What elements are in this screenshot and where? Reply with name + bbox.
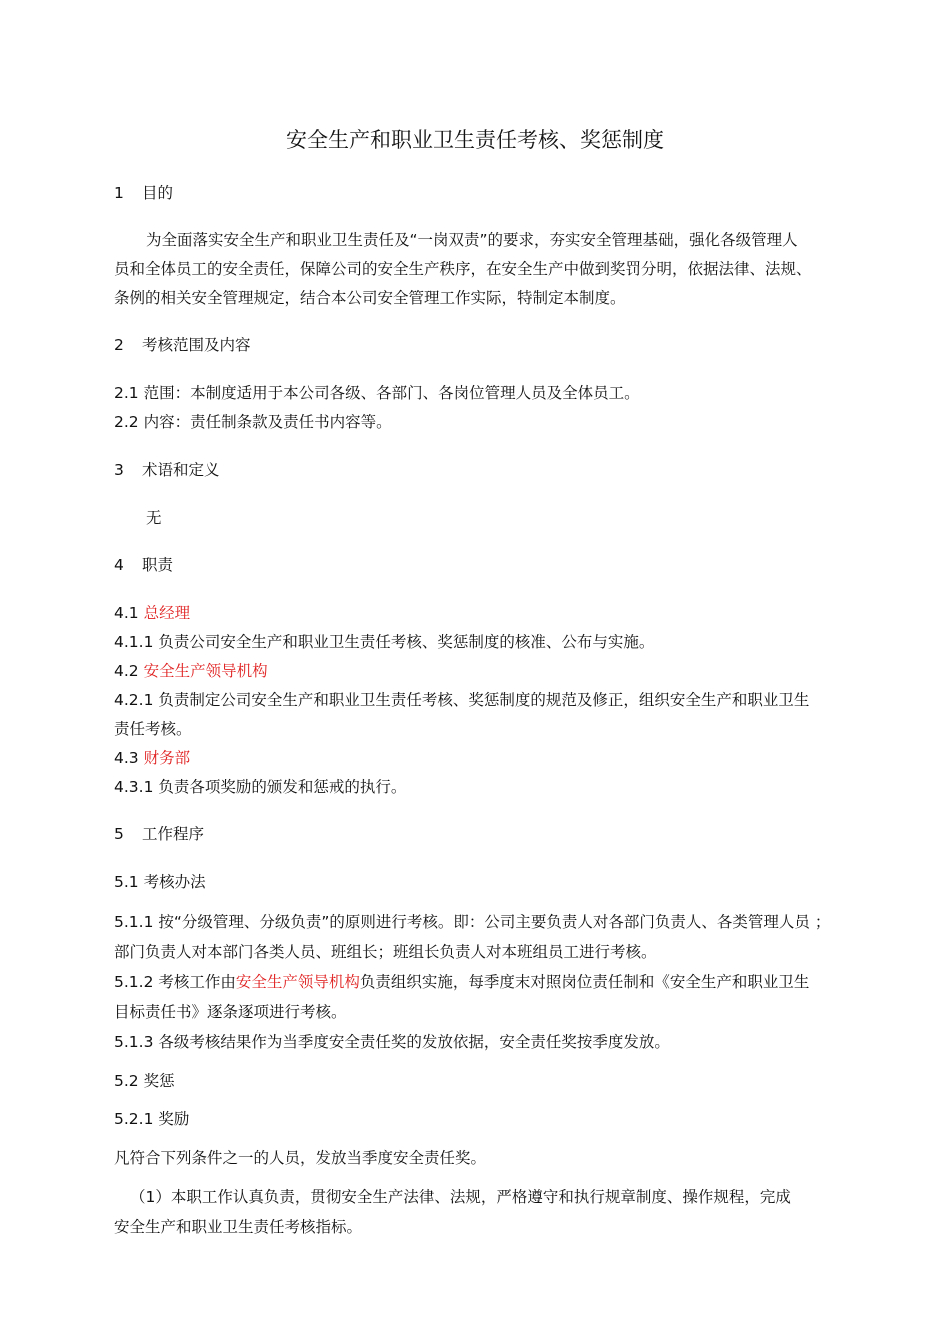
clause-4-1 xyxy=(114,603,190,623)
clause-4-1-1: 4.1.1 负责公司安全生产和职业卫生责任考核、奖惩制度的核准、公布与实施。 xyxy=(114,633,655,651)
paragraph-line: 为全面落实安全生产和职业卫生责任及“一岗双责”的要求，夯实安全管理基础，强化各级管理人 xyxy=(146,231,798,249)
clause-5-1-1-cont: 部门负责人对本部门各类人员、班组长；班组长负责人对本班组员工进行考核。 xyxy=(114,943,657,961)
section-title: 目的 xyxy=(142,184,174,202)
clause-number: 4.2 xyxy=(114,662,144,680)
section-number: 1 xyxy=(114,184,124,202)
clause-2-2: 2.2 内容：责任制条款及责任书内容等。 xyxy=(114,413,392,431)
clause-5-1-1: 5.1.1 按“分级管理、分级负责”的原则进行考核。即：公司主要负责人对各部门负责人、各类管理人员 ； xyxy=(114,913,831,931)
section-5-heading xyxy=(114,824,204,844)
role-highlight: 安全生产领导机构 xyxy=(235,973,360,991)
clause-2-1: 2.1 范围：本制度适用于本公司各级、各部门、各岗位管理人员及全体员工。 xyxy=(114,384,640,402)
section-number: 3 xyxy=(114,461,124,479)
clause-4-3-1: 4.3.1 负责各项奖励的颁发和惩戒的执行。 xyxy=(114,778,407,796)
clause-number: 4.3 xyxy=(114,749,144,767)
clause-5-1-2 xyxy=(114,972,809,992)
section-number: 2 xyxy=(114,336,124,354)
clause-5-1-2-cont: 目标责任书》逐条逐项进行考核。 xyxy=(114,1003,347,1021)
role-highlight: 安全生产领导机构 xyxy=(143,662,268,680)
section-title: 考核范围及内容 xyxy=(142,336,251,354)
clause-5-2-1: 5.2.1 奖励 xyxy=(114,1110,190,1128)
paragraph-line: 员和全体员工的安全责任，保障公司的安全生产秩序，在安全生产中做到奖罚分明，依据法律、法规、 xyxy=(114,260,812,278)
clause-number: 4.1 xyxy=(114,604,144,622)
clause-5-1-3: 5.1.3 各级考核结果作为当季度安全责任奖的发放依据，安全责任奖按季度发放。 xyxy=(114,1033,670,1051)
clause-4-2-1: 4.2.1 负责制定公司安全生产和职业卫生责任考核、奖惩制度的规范及修正，组织安全生产和职业卫生 xyxy=(114,691,810,709)
section-3-body: 无 xyxy=(146,509,162,527)
reward-item-1: （1）本职工作认真负责，贯彻安全生产法律、法规，严格遵守和执行规章制度、操作规程，完成 xyxy=(130,1188,791,1206)
section-2-heading xyxy=(114,335,251,355)
clause-4-2-1-cont: 责任考核。 xyxy=(114,720,192,738)
document-title: 安全生产和职业卫生责任考核、奖惩制度 xyxy=(286,128,664,152)
reward-intro: 凡符合下列条件之一的人员，发放当季度安全责任奖。 xyxy=(114,1149,487,1167)
section-number: 4 xyxy=(114,556,124,574)
reward-item-1-cont: 安全生产和职业卫生责任考核指标。 xyxy=(114,1218,363,1236)
clause-4-3 xyxy=(114,748,190,768)
section-title: 术语和定义 xyxy=(142,461,220,479)
section-number: 5 xyxy=(114,825,124,843)
clause-4-2 xyxy=(114,661,268,681)
section-1-heading xyxy=(114,183,173,203)
role-highlight: 总经理 xyxy=(143,604,191,622)
paragraph-line: 条例的相关安全管理规定，结合本公司安全管理工作实际，特制定本制度。 xyxy=(114,289,626,307)
section-3-heading xyxy=(114,460,220,480)
section-4-heading xyxy=(114,555,173,575)
clause-5-1: 5.1 考核办法 xyxy=(114,873,206,891)
section-title: 职责 xyxy=(142,556,174,574)
clause-5-2: 5.2 奖惩 xyxy=(114,1072,175,1090)
clause-text: 5.1.2 考核工作由 xyxy=(114,973,236,991)
clause-text: 负责组织实施，每季度末对照岗位责任制和《安全生产和职业卫生 xyxy=(359,973,810,991)
section-title: 工作程序 xyxy=(142,825,205,843)
role-highlight: 财务部 xyxy=(143,749,191,767)
